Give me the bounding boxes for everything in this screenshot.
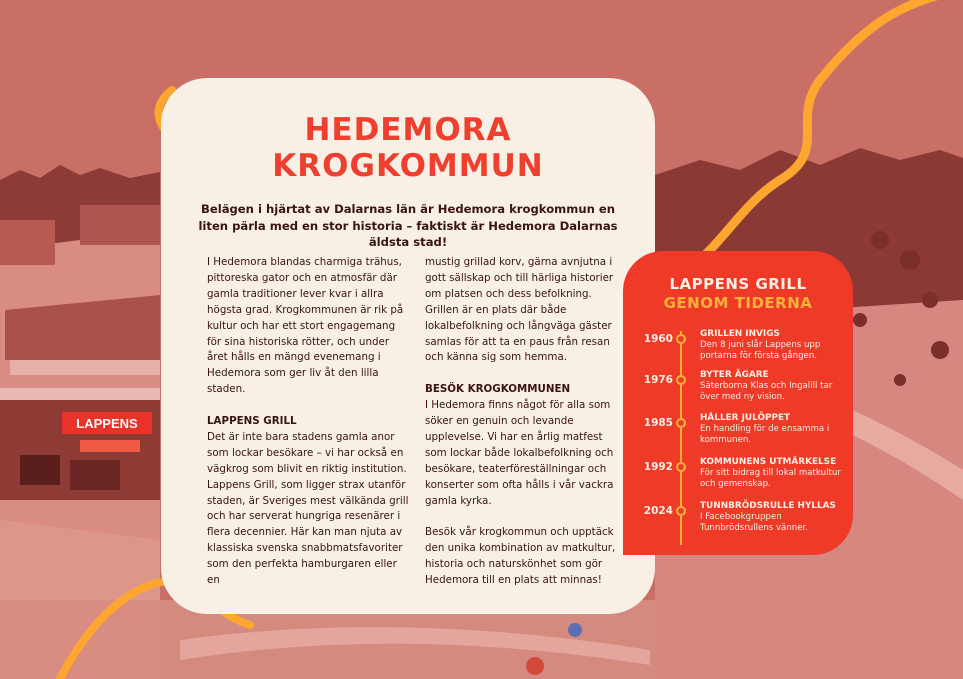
timeline-dot-icon (676, 462, 686, 472)
col1-paragraph-1: I Hedemora blandas charmiga trähus, pittoreska gator och en atmosfär där gamla traditioner lever kvar i allra högsta grad. Krogkommunen är rik på kultur och har ett stort engagemang för sina historiska rötter, och under året hålls en mängd evenemang i Hedemora som ger liv åt den lilla staden. (207, 256, 404, 396)
col2-paragraph-3: Besök vår krogkommun och upptäck den unika kombination av matkultur, historia och naturskönhet som gör Hedemora till en plats att minnas! (425, 526, 616, 587)
timeline-year: 1985 (643, 417, 673, 429)
column-right (425, 255, 627, 605)
col1-heading: LAPPENS GRILL (207, 415, 297, 428)
timeline-heading: TUNNBRÖDSRULLE HYLLAS (700, 501, 836, 511)
timeline-year: 1976 (643, 374, 673, 386)
body-columns (207, 255, 627, 605)
timeline-description: För sitt bidrag till lokal matkultur och gemenskap. (700, 468, 841, 489)
timeline-description: Den 8 juni slår Lappens upp portarna för första gången. (700, 340, 821, 361)
title-line-2: KROGKOMMUN (272, 148, 544, 184)
col1-paragraph-2: Det är inte bara stadens gamla anor som lockar besökare – vi har också en vägkrog som blivit en riktig institution. Lappens Grill, som ligger strax utanför staden, är Sveriges mest välkända grill och har serverat hungriga resenärer i flera decennier. Här kan man njuta av klassiska svenska snabbmatsfavoriter som den perfekta hamburgaren eller en (207, 430, 409, 587)
timeline-description: Säterborna Klas och Ingalill tar över med ny vision. (700, 381, 833, 402)
lappens-sign-text: LAPPENS (76, 416, 138, 431)
timeline-heading: HÅLLER JULÖPPET (700, 413, 791, 423)
timeline-entry (700, 370, 845, 402)
title-line-1: HEDEMORA (304, 112, 512, 148)
timeline-entry (700, 329, 845, 361)
timeline-entry (700, 457, 845, 489)
timeline-dot-icon (676, 418, 686, 428)
timeline-heading: BYTER ÄGARE (700, 370, 769, 380)
timeline-dot-icon (676, 506, 686, 516)
timeline-heading: KOMMUNENS UTMÄRKELSE (700, 457, 837, 467)
timeline-year: 2024 (643, 505, 673, 517)
timeline-year: 1960 (643, 333, 673, 345)
timeline-description: En handling för de ensamma i kommunen. (700, 424, 830, 445)
timeline-entry (700, 501, 845, 533)
col2-heading: BESÖK KROGKOMMUNEN (425, 383, 571, 396)
timeline-year: 1992 (643, 461, 673, 473)
info-card (161, 78, 655, 614)
col2-paragraph-2: I Hedemora finns något för alla som söker en genuin och levande upplevelse. Vi har en årlig matfest som lockar både lokalbefolkning och besökare, teaterföreställningar och konserter som ofta hålls i vår vackra gamla kyrka. (425, 399, 614, 507)
timeline-description: I Facebookgruppen Tunnbrödsrullens vänner. (700, 512, 808, 533)
timeline-panel (623, 251, 853, 555)
timeline-title: LAPPENS GRILL (669, 275, 807, 293)
timeline-heading: GRILLEN INVIGS (700, 329, 780, 339)
col2-paragraph-1: mustig grillad korv, gärna avnjutna i gott sällskap och till härliga historier om platsen och dess befolkning. Grillen är en plats där både lokalbefolkning och långväga gäster samlas för att ta en paus från resan och känna sig som hemma. (425, 256, 614, 364)
timeline-subtitle: GENOM TIDERNA (663, 294, 813, 312)
column-left (207, 255, 409, 605)
intro-text: Belägen i hjärtat av Dalarnas län är Hedemora krogkommun en liten pärla med en stor historia – faktiskt är Hedemora Dalarnas äldsta stad! (198, 202, 618, 249)
page-title (195, 112, 621, 184)
timeline-dot-icon (676, 375, 686, 385)
timeline-entry (700, 413, 845, 445)
timeline-dot-icon (676, 334, 686, 344)
